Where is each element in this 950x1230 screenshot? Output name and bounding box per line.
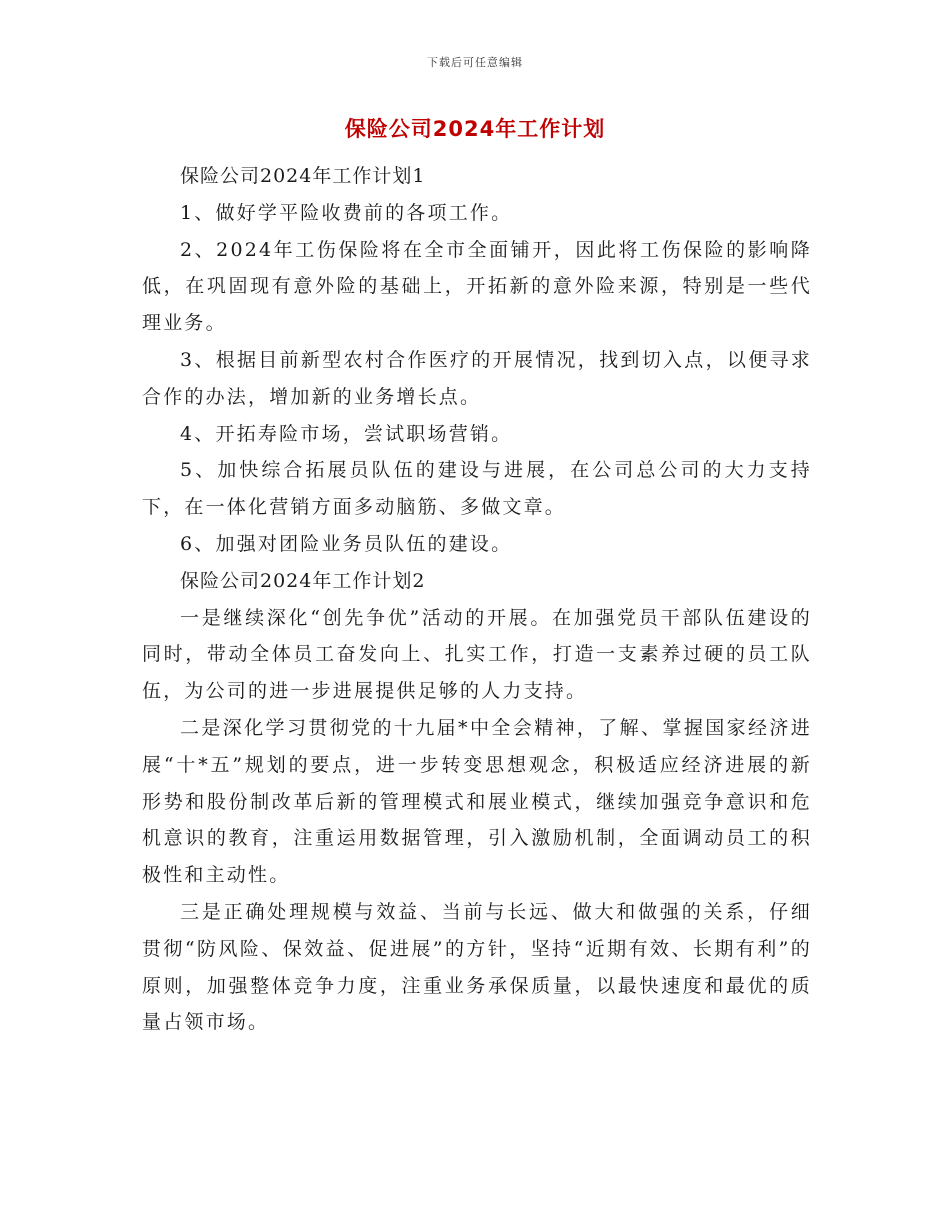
paragraph-item-6: 6、加强对团险业务员队伍的建设。 (180, 532, 513, 555)
paragraph-item-4: 4、开拓寿险市场，尝试职场营销。 (180, 422, 513, 445)
paragraph-item-5: 5、加快综合拓展员队伍的建设与进展，在公司总公司的大力支持下，在一体化营销方面多动脑筋、多做文章。 (142, 459, 812, 519)
document-body (142, 158, 812, 1041)
header-note: 下载后可任意编辑 (427, 56, 523, 69)
section-heading-plan-2: 保险公司2024年工作计划2 (180, 569, 426, 592)
section-heading-plan-1: 保险公司2024年工作计划1 (180, 165, 426, 187)
paragraph-point-2: 二是深化学习贯彻党的十九届*中全会精神，了解、掌握国家经济进展“十*五”规划的要点，进一步转变思想观念，积极适应经济进展的新形势和股份制改革后新的管理模式和展业模式，继续加强竞争意识和危机意识的教育，注重运用数据管理，引入激励机制，全面调动员工的积极性和主动性。 (142, 716, 812, 887)
paragraph-item-3: 3、根据目前新型农村合作医疗的开展情况，找到切入点，以便寻求合作的办法，增加新的业务增长点。 (142, 348, 812, 408)
paragraph-item-1: 1、做好学平险收费前的各项工作。 (180, 201, 513, 224)
paragraph-point-1: 一是继续深化“创先争优”活动的开展。在加强党员干部队伍建设的同时，带动全体员工奋发向上、扎实工作，打造一支素养过硬的员工队伍，为公司的进一步进展提供足够的人力支持。 (142, 606, 812, 703)
paragraph-point-3: 三是正确处理规模与效益、当前与长远、做大和做强的关系，仔细贯彻“防风险、保效益、促进展”的方针，坚持“近期有效、长期有利”的原则，加强整体竞争力度，注重业务承保质量，以最快速度和最优的质量占领市场。 (142, 900, 812, 1034)
document-title: 保险公司2024年工作计划 (344, 117, 606, 141)
paragraph-item-2: 2、2024年工伤保险将在全市全面铺开，因此将工伤保险的影响降低，在巩固现有意外险的基础上，开拓新的意外险来源，特别是一些代理业务。 (142, 238, 812, 335)
